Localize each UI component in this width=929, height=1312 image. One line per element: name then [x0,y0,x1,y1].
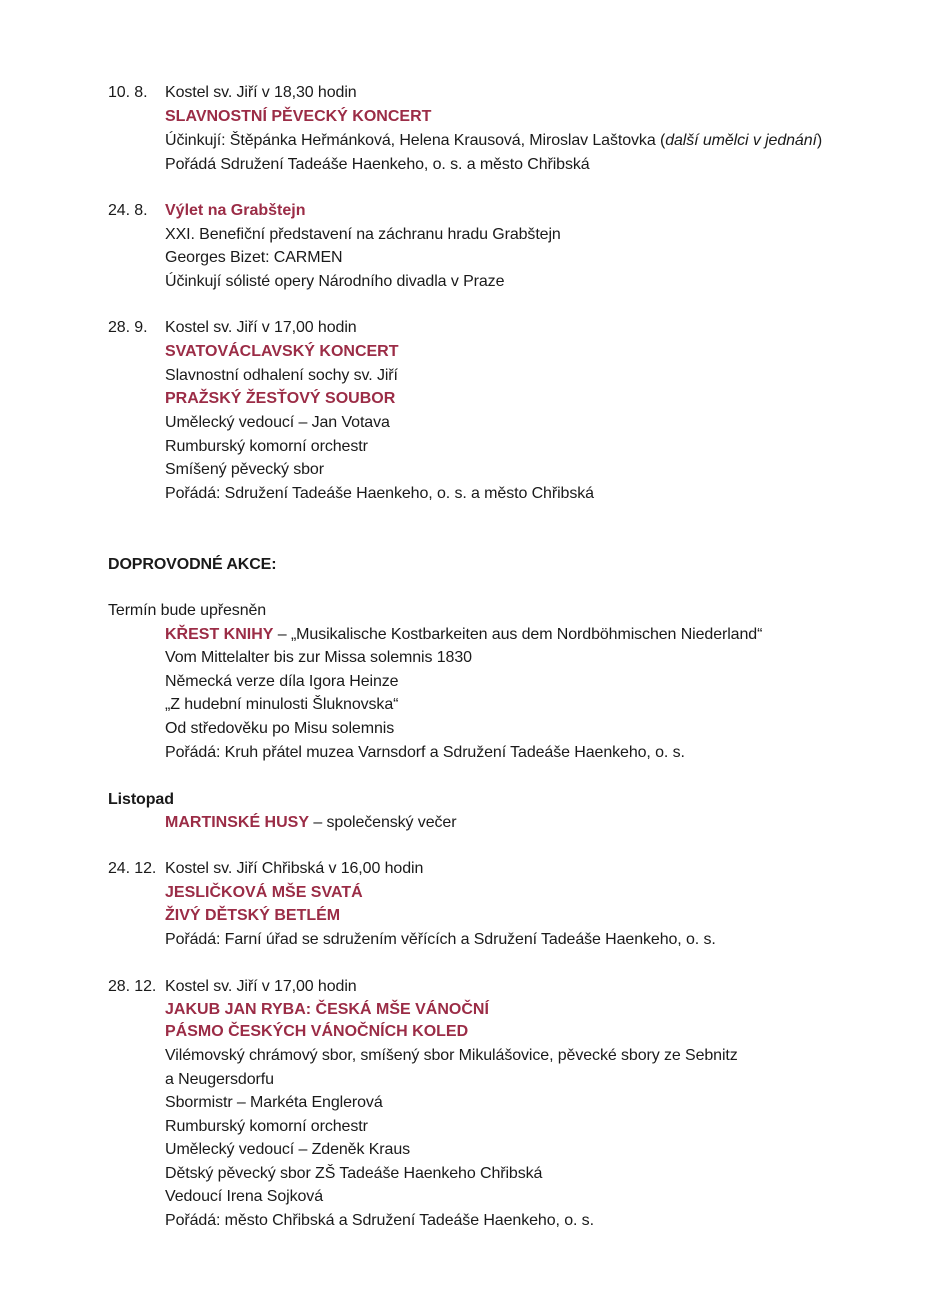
event-title: KŘEST KNIHY [165,626,274,643]
event-line: Georges Bizet: CARMEN [165,249,343,266]
event-line: Rumburský komorní orchestr [165,1118,368,1135]
event-line: Vedoucí Irena Sojková [165,1188,324,1205]
event-title: Výlet na Grabštejn [165,202,306,219]
event-line: Dětský pěvecký sbor ZŠ Tadeáše Haenkeho Chřibská [165,1165,543,1182]
event-line: Od středověku po Misu solemnis [165,720,395,737]
event-organizer: Pořádá: město Chřibská a Sdružení Tadeáše Haenkeho, o. s. [165,1212,594,1229]
event-when: Listopad [108,791,174,808]
event-title: PÁSMO ČESKÝCH VÁNOČNÍCH KOLED [165,1023,469,1040]
performers-close: ) [816,132,823,149]
section-heading: DOPROVODNÉ AKCE: [108,556,277,573]
event-date: 24. 12. [108,860,157,877]
event-title: JESLIČKOVÁ MŠE SVATÁ [165,884,363,901]
event-line: Umělecký vedoucí – Jan Votava [165,414,390,431]
event-venue: Kostel sv. Jiří v 17,00 hodin [165,978,357,995]
event-line: Smíšený pěvecký sbor [165,461,324,478]
performers-note: další umělci v jednání [665,132,817,149]
event-date: 10. 8. [108,84,148,101]
event-subtitle: PRAŽSKÝ ŽESŤOVÝ SOUBOR [165,390,396,407]
event-title: ŽIVÝ DĚTSKÝ BETLÉM [165,907,341,924]
event-title-line [165,813,456,833]
event-line: Vom Mittelalter bis zur Missa solemnis 1830 [165,649,472,666]
event-line: Německá verze díla Igora Heinze [165,673,399,690]
event-organizer: Pořádá: Kruh přátel muzea Varnsdorf a Sdružení Tadeáše Haenkeho, o. s. [165,744,685,761]
event-organizer: Pořádá Sdružení Tadeáše Haenkeho, o. s. a město Chřibská [165,156,590,173]
event-title: SVATOVÁCLAVSKÝ KONCERT [165,343,399,360]
performers-text: Účinkují: Štěpánka Heřmánková, Helena Krausová, Miroslav Laštovka ( [165,132,666,149]
event-line: Sbormistr – Markéta Englerová [165,1094,383,1111]
event-date: 28. 9. [108,319,148,336]
event-organizer: Pořádá: Sdružení Tadeáše Haenkeho, o. s. a město Chřibská [165,485,594,502]
event-line: Umělecký vedoucí – Zdeněk Kraus [165,1141,411,1158]
event-line: Vilémovský chrámový sbor, smíšený sbor Mikulášovice, pěvecké sbory ze Sebnitz [165,1047,738,1064]
event-venue: Kostel sv. Jiří Chřibská v 16,00 hodin [165,860,424,877]
event-line: a Neugersdorfu [165,1071,274,1088]
event-title: SLAVNOSTNÍ PĚVECKÝ KONCERT [165,108,432,125]
event-title-suffix: – společenský večer [309,814,457,831]
event-line: Rumburský komorní orchestr [165,438,368,455]
event-venue: Kostel sv. Jiří v 17,00 hodin [165,319,357,336]
event-date: 28. 12. [108,978,157,995]
event-line: XXI. Benefiční představení na záchranu hradu Grabštejn [165,226,561,243]
event-performers [165,131,822,151]
event-organizer: Pořádá: Farní úřad se sdružením věřících a Sdružení Tadeáše Haenkeho, o. s. [165,931,716,948]
event-title: MARTINSKÉ HUSY [165,814,310,831]
event-date: 24. 8. [108,202,148,219]
event-title: JAKUB JAN RYBA: ČESKÁ MŠE VÁNOČNÍ [165,1001,489,1018]
event-line: Slavnostní odhalení sochy sv. Jiří [165,367,398,384]
event-line: Účinkují sólisté opery Národního divadla v Praze [165,273,505,290]
event-venue: Kostel sv. Jiří v 18,30 hodin [165,84,357,101]
event-title-line [165,625,762,645]
event-line: „Z hudební minulosti Šluknovska“ [165,696,399,713]
event-when: Termín bude upřesněn [108,602,267,619]
event-title-suffix: – „Musikalische Kostbarkeiten aus dem Nordböhmischen Niederland“ [273,626,763,643]
